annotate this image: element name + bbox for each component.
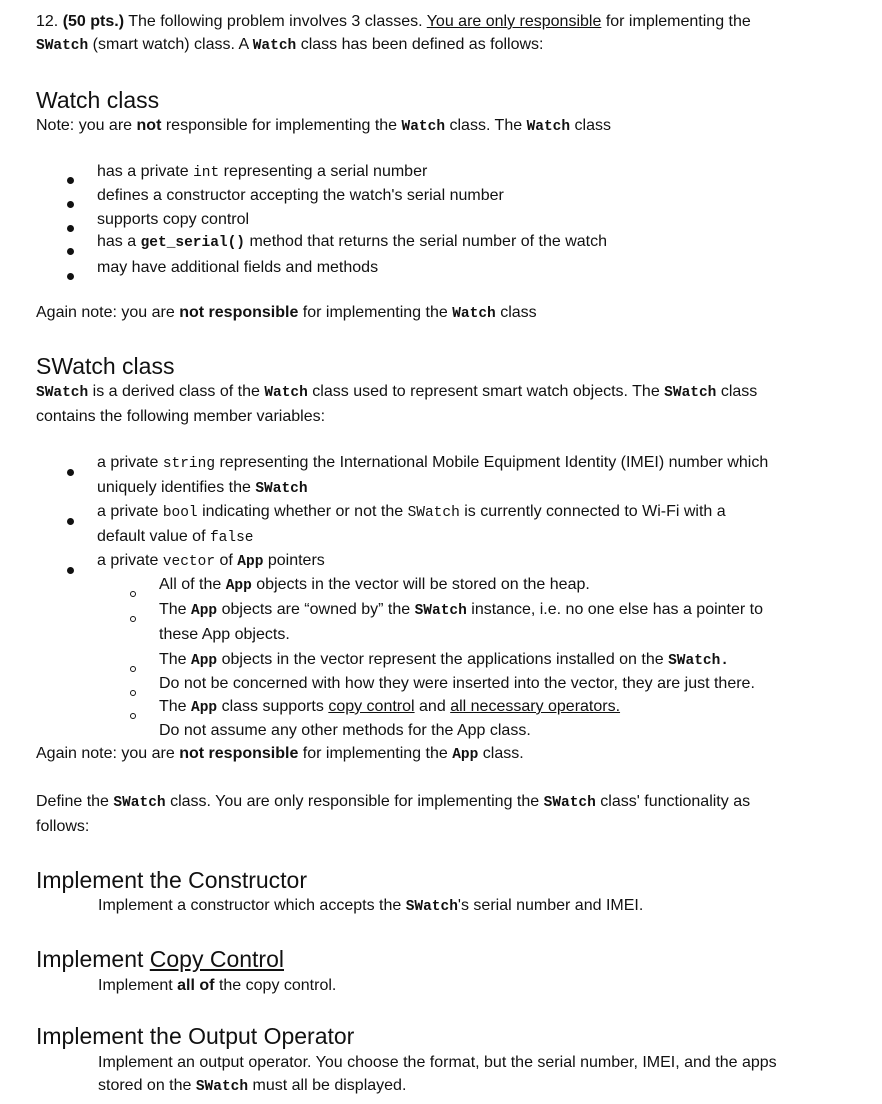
problem-line-1 (36, 11, 856, 33)
sub-2 (159, 599, 834, 622)
watch-again-note (36, 302, 537, 325)
constructor-text (98, 895, 643, 918)
circle-bullet-icon (130, 681, 136, 703)
sub-text: and (419, 698, 446, 715)
code-bool: bool (162, 505, 198, 521)
code-watch: Watch (252, 38, 297, 54)
swatch-again-note (36, 743, 524, 766)
bullet-icon (67, 240, 74, 262)
constructor-heading: Implement the Constructor (36, 867, 308, 893)
not-responsible: not responsible (179, 745, 299, 762)
output-operator-text-cont (98, 1075, 406, 1098)
circle-bullet-icon (130, 607, 136, 629)
code-swatch: SWatch (36, 38, 89, 54)
sub-text: The (159, 698, 187, 715)
member-text: a private (97, 552, 159, 569)
sub-5 (159, 696, 620, 719)
operators-underline: all necessary operators. (450, 698, 621, 715)
swatch-intro (36, 381, 834, 404)
member-text: a private (97, 503, 159, 520)
not-responsible: not responsible (179, 304, 299, 321)
note-not: not (136, 117, 162, 134)
watch-bullet-1 (97, 161, 427, 184)
code-swatch: SWatch (543, 795, 596, 811)
sub-text: The (159, 601, 187, 618)
define-text: Define the (36, 793, 109, 810)
circle-bullet-icon (130, 704, 136, 726)
sub-text: class supports (221, 698, 324, 715)
note-text: for implementing the (302, 745, 448, 762)
code-app: App (191, 603, 218, 619)
member-text: uniquely identifies the (97, 479, 251, 496)
code-swatch: SWatch (113, 795, 166, 811)
code-watch: Watch (264, 385, 308, 401)
bullet-icon (67, 265, 74, 287)
intro-text: class used to represent smart watch objects. The (312, 383, 660, 400)
member-2 (97, 501, 834, 524)
code-int: int (193, 165, 220, 181)
bullet-icon (67, 559, 74, 581)
code-swatch: SWatch (255, 481, 308, 497)
problem-text: (smart watch) class. A (92, 36, 249, 53)
swatch-heading: SWatch class (36, 353, 175, 379)
problem-points: (50 pts.) (62, 13, 125, 30)
code-app: App (237, 554, 264, 570)
code-watch: Watch (401, 119, 446, 135)
code-swatch: SWatch (414, 603, 467, 619)
swatch-intro-2: contains the following member variables: (36, 408, 326, 425)
code-swatch: SWatch (195, 1079, 249, 1095)
bullet-text: representing a serial number (223, 163, 428, 180)
define-text: class. You are only responsible for implementing the (170, 793, 540, 810)
watch-bullet-2: defines a constructor accepting the watch's serial number (97, 187, 504, 204)
sub-3 (159, 649, 729, 672)
heading-text: Implement (36, 946, 144, 972)
sub-1 (159, 574, 590, 597)
code-app: App (452, 747, 479, 763)
all-of: all of (177, 977, 215, 994)
member-3 (97, 550, 325, 573)
intro-text: is a derived class of the (92, 383, 260, 400)
member-1 (97, 452, 834, 475)
copy-control-heading-underline: Copy Control (149, 946, 284, 972)
member-text: is currently connected to Wi-Fi with a (464, 503, 726, 520)
code-swatch: SWatch (407, 505, 460, 521)
section-text: Implement a constructor which accepts the (98, 897, 402, 914)
bullet-text: has a (97, 233, 137, 250)
bullet-text: method that returns the serial number of the watch (249, 233, 607, 250)
bullet-icon (67, 169, 74, 191)
sub-text: The (159, 651, 187, 668)
sub-4: Do not be concerned with how they were inserted into the vector, they are just there. (159, 675, 755, 692)
copy-control-heading (36, 945, 284, 973)
watch-bullet-5: may have additional fields and methods (97, 259, 379, 276)
bullet-icon (67, 510, 74, 532)
note-text: class. The (449, 117, 523, 134)
member-text: representing the International Mobile Equipment Identity (IMEI) number which (219, 454, 769, 471)
code-vector: vector (162, 554, 216, 570)
watch-bullet-4 (97, 231, 607, 254)
circle-bullet-icon (130, 582, 136, 604)
member-text: default value of (97, 528, 206, 545)
code-watch: Watch (526, 119, 571, 135)
copy-control-underline: copy control (328, 698, 415, 715)
sub-5-cont: Do not assume any other methods for the App class. (159, 722, 531, 739)
code-swatch: SWatch (405, 899, 458, 915)
member-text: indicating whether or not the (202, 503, 404, 520)
note-text: class (500, 304, 537, 321)
watch-bullet-3: supports copy control (97, 211, 250, 228)
sub-text: objects in the vector represent the applications installed on the (221, 651, 664, 668)
note-text: class (574, 117, 611, 134)
sub-text: instance, i.e. no one else has a pointer to (471, 601, 764, 618)
note-text: Again note: you are (36, 304, 175, 321)
sub-text: objects are “owned by” the (221, 601, 411, 618)
problem-line-2 (36, 34, 856, 57)
code-string: string (162, 456, 216, 472)
note-text: for implementing the (302, 304, 448, 321)
define-paragraph-cont: follows: (36, 818, 90, 835)
code-false: false (209, 530, 254, 546)
define-text: class' functionality as (600, 793, 751, 810)
section-text: 's serial number and IMEI. (457, 897, 644, 914)
section-text: must all be displayed. (252, 1077, 407, 1094)
sub-text: All of the (159, 576, 222, 593)
member-text: pointers (267, 552, 325, 569)
code-swatch: SWatch. (668, 653, 730, 669)
bullet-icon (67, 461, 74, 483)
code-watch: Watch (452, 306, 496, 322)
copy-control-text (98, 975, 336, 997)
problem-text: for implementing the (605, 13, 751, 30)
code-app: App (191, 700, 218, 716)
note-text: responsible for implementing the (165, 117, 398, 134)
member-text: a private (97, 454, 159, 471)
watch-note (36, 115, 856, 138)
member-1-cont (97, 477, 308, 500)
note-text: class. (482, 745, 524, 762)
problem-number: 12. (36, 13, 59, 30)
bullet-icon (67, 217, 74, 239)
output-operator-text: Implement an output operator. You choose the format, but the serial number, IMEI, and the apps (98, 1054, 777, 1071)
note-text: Again note: you are (36, 745, 175, 762)
section-text: stored on the (98, 1077, 192, 1094)
bullet-icon (67, 193, 74, 215)
code-get-serial: get_serial() (140, 235, 246, 251)
bullet-text: has a private (97, 163, 189, 180)
sub-2-cont: these App objects. (159, 626, 290, 643)
problem-text: The following problem involves 3 classes. (128, 13, 423, 30)
section-text: Implement (98, 977, 173, 994)
member-text: of (219, 552, 233, 569)
intro-text: class (720, 383, 758, 400)
sub-text: objects in the vector will be stored on the heap. (256, 576, 590, 593)
circle-bullet-icon (130, 657, 136, 679)
define-paragraph (36, 791, 834, 814)
code-app: App (191, 653, 218, 669)
output-operator-heading: Implement the Output Operator (36, 1023, 355, 1049)
responsible-underline: You are only responsible (426, 13, 602, 30)
code-app: App (225, 578, 252, 594)
code-swatch: SWatch (664, 385, 717, 401)
section-text: the copy control. (218, 977, 337, 994)
problem-text: class has been defined as follows: (300, 36, 544, 53)
code-swatch: SWatch (36, 385, 89, 401)
watch-heading: Watch class (36, 87, 160, 113)
note-text: Note: you are (36, 117, 133, 134)
member-2-cont (97, 526, 254, 549)
